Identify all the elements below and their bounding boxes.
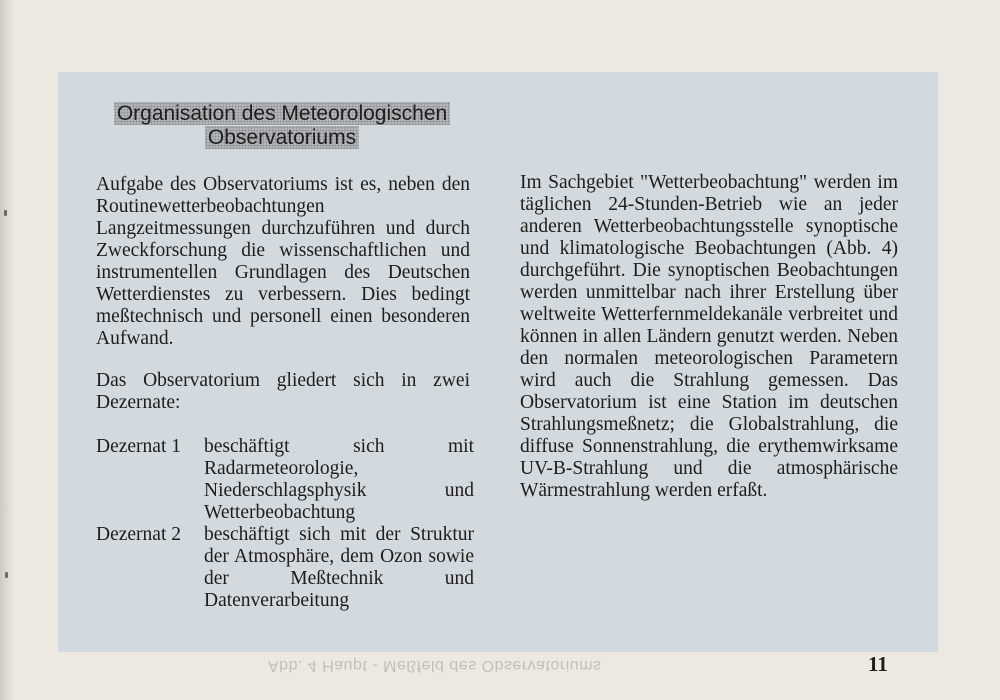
bleed-through-caption: Abb. 4 Haupt - Meßfeld des Observatoriums xyxy=(268,657,602,674)
title-line-2: Observatoriums xyxy=(205,126,359,149)
dezernat-1-label: Dezernat 1 xyxy=(96,436,181,457)
page-number: 11 xyxy=(868,652,888,676)
dezernat-1-text: beschäftigt sich mit Radarmeteorologie, Niederschlagsphysik und Wetterbeobachtung xyxy=(204,436,474,523)
scan-speck xyxy=(4,210,7,216)
title-line-1: Organisation des Meteorologischen xyxy=(114,102,450,125)
dezernat-2-text: beschäftigt sich mit der Struktur der Atmosphäre, dem Ozon sowie der Meßtechnik und Datenverarbeitung xyxy=(204,524,474,611)
dezernat-2-label: Dezernat 2 xyxy=(96,524,181,545)
scan-speck xyxy=(5,572,8,578)
page-title xyxy=(96,102,468,150)
page-binding-shadow xyxy=(0,0,14,700)
structure-paragraph: Das Observatorium gliedert sich in zwei Dezernate: xyxy=(96,370,470,413)
right-column-paragraph: Im Sachgebiet "Wetterbeobachtung" werden im täglichen 24-Stunden-Betrieb wie an jeder anderen Wetterbeobachtungsstelle synoptische und klimatologische Beobachtungen (Abb. 4) durchgeführt. Die synoptischen Beobachtungen werden unmittelbar nach ihrer Erstellung über weltweite Wetterfernmeldekanäle verbreitet und können in allen Ländern genutzt werden. Neben den normalen meteorologischen Parametern wird auch die Strahlung gemessen. Das Observatorium ist eine Station im deutschen Strahlungsmeßnetz; die Globalstrahlung, die diffuse Sonnenstrahlung, die erythemwirksame UV-B-Strahlung und die atmosphärische Wärmestrahlung werden erfaßt. xyxy=(520,172,898,501)
intro-paragraph: Aufgabe des Observatoriums ist es, neben den Routinewetterbeobachtungen Langzeitmessungen durchzuführen und durch Zweckforschung die wissenschaftlichen und instrumentellen Grundlagen des Deutschen Wetterdienstes zu verbessern. Dies bedingt meßtechnisch und personell einen besonderen Aufwand. xyxy=(96,174,470,349)
